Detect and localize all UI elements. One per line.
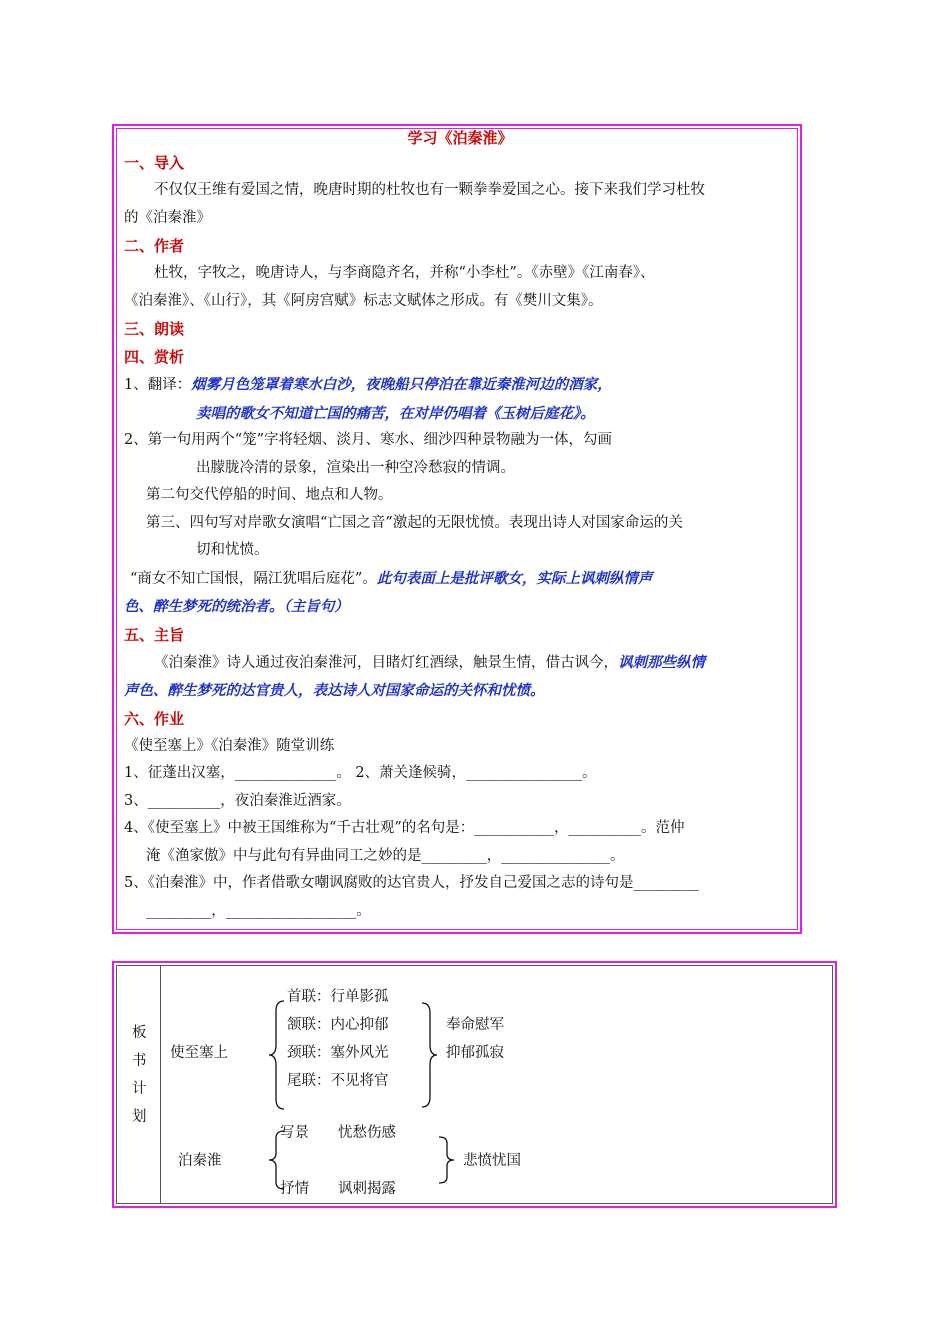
theme-text: 《泊秦淮》诗人通过夜泊秦淮河，目睹灯红酒绿，触景生情，借古讽今， <box>154 654 618 671</box>
homework-q5-cont: _________，__________________。 <box>146 902 371 919</box>
lesson-content <box>124 126 796 925</box>
poem2-title: 泊秦淮 <box>178 1153 222 1169</box>
board-label-char: 书 <box>132 1053 147 1069</box>
homework-q3: 3、__________，夜泊秦淮近酒家。 <box>124 792 351 809</box>
poem1-line-2: 颔联：内心抑郁 <box>287 1017 389 1033</box>
section-heading-reading: 三、朗读 <box>124 320 185 338</box>
right-brace-icon <box>419 1001 441 1109</box>
poem1-line-1: 首联：行单影孤 <box>287 989 389 1005</box>
right-brace-icon <box>436 1135 458 1185</box>
board-label-char: 划 <box>132 1109 147 1125</box>
section-heading-theme: 五、主旨 <box>124 625 185 644</box>
poem2-left-1: 写景 <box>280 1125 309 1141</box>
poem1-summary-2: 抑郁孤寂 <box>446 1045 504 1061</box>
intro-line-2: 的《泊秦淮》 <box>124 209 211 226</box>
poem1-summary-1: 奉命慰军 <box>446 1017 504 1033</box>
lesson-box <box>112 124 802 934</box>
poem1-title: 使至塞上 <box>170 1045 228 1061</box>
intro-line-1: 不仅仅王维有爱国之情，晚唐时期的杜牧也有一颗拳拳爱国之心。接下来我们学习杜牧 <box>154 182 705 198</box>
poem1-line-4: 尾联：不见将官 <box>287 1073 389 1089</box>
section-heading-intro: 一、导入 <box>124 154 185 172</box>
translation-prefix: 1、翻译： <box>124 377 192 393</box>
analysis-line-4: 第三、四句写对岸歌女演唱“亡国之音”激起的无限忧愤。表现出诗人对国家命运的关 <box>146 514 683 531</box>
analysis-line-2: 出朦胧冷清的景象，渲染出一种空冷愁寂的情调。 <box>196 459 515 476</box>
analysis-line-1: 2、第一句用两个“笼”字将轻烟、淡月、寒水、细沙四种景物融为一体，勾画 <box>124 432 613 448</box>
analysis-line-3: 第二句交代停船的时间、地点和人物。 <box>146 487 393 503</box>
theme-emphasis-2: 声色、醉生梦死的达官贵人，表达诗人对国家命运的关怀和忧愤。 <box>124 682 545 699</box>
translation-text-2: 卖唱的歌女不知道亡国的痛苦，在对岸仍唱着《玉树后庭花》。 <box>196 404 595 422</box>
homework-q5: 5、《泊秦淮》中，作者借歌女嘲讽腐败的达官贵人，抒发自己爱国之志的诗句是_________ <box>124 875 699 891</box>
left-brace-icon <box>266 999 288 1111</box>
homework-title: 《使至塞上》《泊秦淮》随堂训练 <box>124 737 335 754</box>
section-heading-author: 二、作者 <box>124 237 185 255</box>
theme-line-1 <box>124 649 796 678</box>
poem2-right-2: 讽刺揭露 <box>338 1181 396 1197</box>
board-plan-label <box>132 1019 146 1131</box>
analysis-line-5: 切和忧愤。 <box>196 542 269 558</box>
board-plan-box <box>112 961 837 1208</box>
theme-emphasis-1: 讽刺那些纵情 <box>618 653 705 671</box>
lesson-title: 学习《泊秦淮》 <box>407 129 513 147</box>
poem2-right-1: 忧愁伤感 <box>338 1125 396 1141</box>
board-label-char: 板 <box>132 1025 147 1041</box>
section-heading-analysis: 四、赏析 <box>124 348 185 366</box>
section-heading-homework: 六、作业 <box>124 709 185 728</box>
poem2-left-2: 抒情 <box>280 1181 309 1197</box>
key-sentence-note-1: 此句表面上是批评歌女，实际上讽刺纵情声 <box>376 569 653 587</box>
translation-line-1 <box>124 371 796 400</box>
board-label-char: 计 <box>132 1081 147 1097</box>
homework-q4: 4、《使至塞上》中被王国维称为“千古壮观”的名句是：___________，__________。范仲 <box>124 820 685 836</box>
poem1-line-3: 颈联：塞外风光 <box>287 1045 389 1061</box>
poem2-summary: 悲愤忧国 <box>463 1153 521 1169</box>
homework-q1: 1、征蓬出汉塞，______________。 2、萧关逢候骑，________________。 <box>124 765 597 781</box>
author-line-1: 杜牧，字牧之，晚唐诗人，与李商隐齐名，并称“小李杜”。《赤壁》《江南春》、 <box>154 265 655 281</box>
key-sentence-line-1 <box>124 565 796 594</box>
key-sentence-note-2: 色、醉生梦死的统治者。（主旨句） <box>124 598 349 615</box>
translation-text-1: 烟雾月色笼罩着寒水白沙，夜晚船只停泊在靠近秦淮河边的酒家， <box>191 376 612 393</box>
author-line-2: 《泊秦淮》、《山行》，其《阿房宫赋》标志文赋体之形成。有《樊川文集》。 <box>124 292 603 309</box>
column-divider <box>160 965 161 1204</box>
key-sentence-quote: “商女不知亡国恨，隔江犹唱后庭花”。 <box>130 570 377 587</box>
homework-q4-cont: 淹《渔家傲》中与此句有异曲同工之妙的是_________，_______________。 <box>146 847 625 864</box>
